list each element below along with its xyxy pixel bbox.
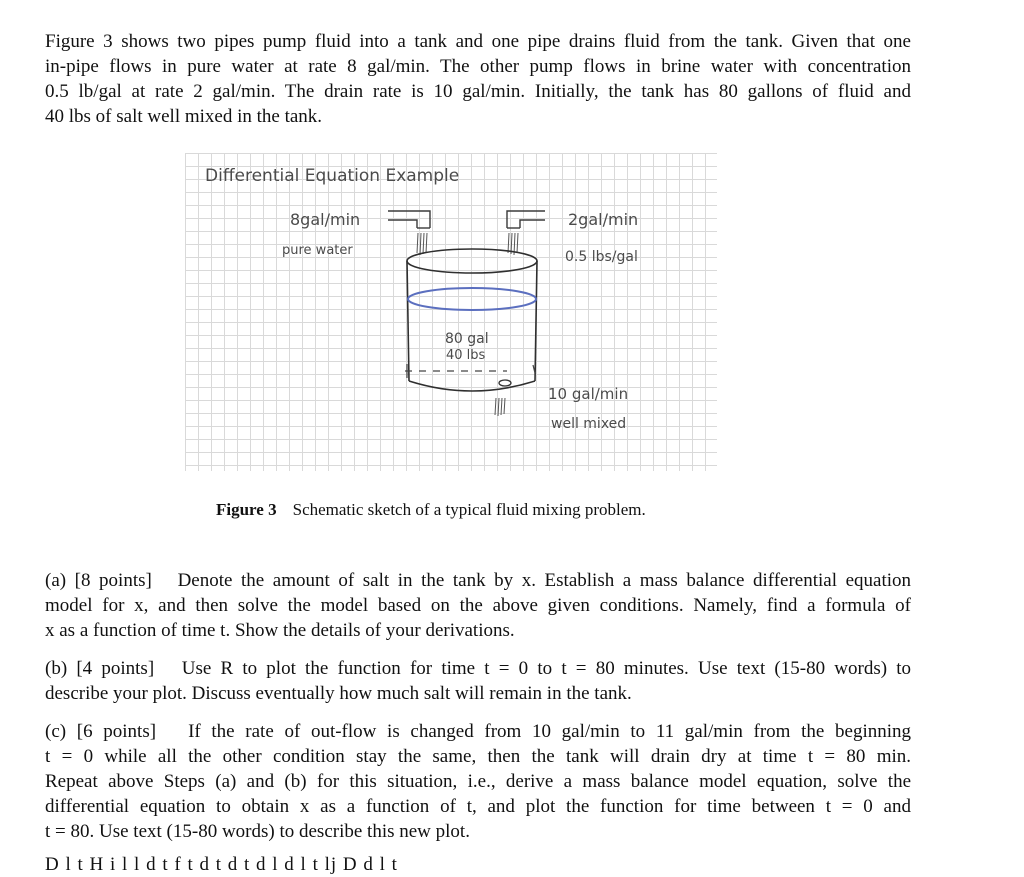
- question-b-label: (b) [4 points]: [45, 658, 155, 679]
- drain-opening: [499, 380, 511, 386]
- intro-line: 40 lbs of salt well mixed in the tank.: [45, 106, 323, 127]
- left-pipe-stream: [417, 233, 427, 255]
- question-a: [45, 568, 911, 643]
- sketch-title: Differential Equation Example: [205, 166, 460, 186]
- question-b-line1: [45, 656, 911, 681]
- question-c: [45, 719, 911, 844]
- intro-line: 0.5 lb/gal at rate 2 gal/min. The drain rate is 10 gal/min. Initially, the tank has 80 gallons of fluid and: [45, 81, 911, 102]
- inlet-left-rate: 8gal/min: [290, 210, 361, 229]
- drain-stream: [495, 398, 505, 416]
- figure-label: Figure 3: [216, 500, 277, 519]
- right-pipe: [507, 211, 545, 228]
- outlet-desc: well mixed: [551, 416, 627, 432]
- question-b-text: Use R to plot the function for time t = 0 to t = 80 minutes. Use text (15-80 words) to: [181, 658, 912, 679]
- question-c-line1: [45, 719, 911, 744]
- figure-caption-text: Schematic sketch of a typical fluid mixing problem.: [292, 500, 646, 519]
- question-c-line4: differential equation to obtain x as a function of t, and plot the function for time between t = 0 and: [45, 796, 911, 817]
- question-c-line2: t = 0 while all the other condition stay the same, then the tank will drain dry at time t = 80 min.: [45, 746, 911, 767]
- intro-line: in-pipe flows in pure water at rate 8 gal/min. The other pump flows in brine water with concentration: [45, 56, 911, 77]
- intro-line: Figure 3 shows two pipes pump fluid into a tank and one pipe drains fluid from the tank. Given that one: [45, 31, 911, 52]
- question-c-text: If the rate of out-flow is changed from 10 gal/min to 11 gal/min from the beginning: [188, 721, 912, 742]
- inlet-right-conc: 0.5 lbs/gal: [565, 249, 638, 265]
- fluid-surface: [408, 288, 536, 310]
- question-c-line5: t = 80. Use text (15-80 words) to describe this new plot.: [45, 821, 470, 842]
- question-b-line2: describe your plot. Discuss eventually how much salt will remain in the tank.: [45, 683, 632, 704]
- inlet-right-rate: 2gal/min: [568, 210, 639, 229]
- outlet-rate: 10 gal/min: [548, 385, 629, 403]
- intro-paragraph: [45, 29, 911, 129]
- question-b: [45, 656, 911, 706]
- question-c-line3: Repeat above Steps (a) and (b) for this situation, i.e., derive a mass balance model equation, solve the: [45, 771, 911, 792]
- cutoff-next-line: [45, 852, 911, 875]
- question-a-text: Denote the amount of salt in the tank by x. Establish a mass balance differential equation: [177, 570, 911, 591]
- question-a-line3: x as a function of time t. Show the details of your derivations.: [45, 620, 515, 641]
- tank-salt: 40 lbs: [446, 348, 486, 363]
- question-a-line1: [45, 568, 911, 593]
- inlet-left-desc: pure water: [282, 243, 353, 258]
- question-c-label: (c) [6 points]: [45, 721, 157, 742]
- question-a-line2: model for x, and then solve the model based on the above given conditions. Namely, find a formula of: [45, 595, 911, 616]
- cutoff-text: D l t H i l l d t f t d t d t d l d l t lj D d l t: [45, 854, 398, 875]
- left-pipe: [388, 211, 430, 228]
- figure-sketch: [185, 153, 717, 471]
- tank: [407, 249, 537, 391]
- tank-volume: 80 gal: [445, 331, 489, 347]
- figure-caption: [216, 499, 646, 521]
- question-a-label: (a) [8 points]: [45, 570, 152, 591]
